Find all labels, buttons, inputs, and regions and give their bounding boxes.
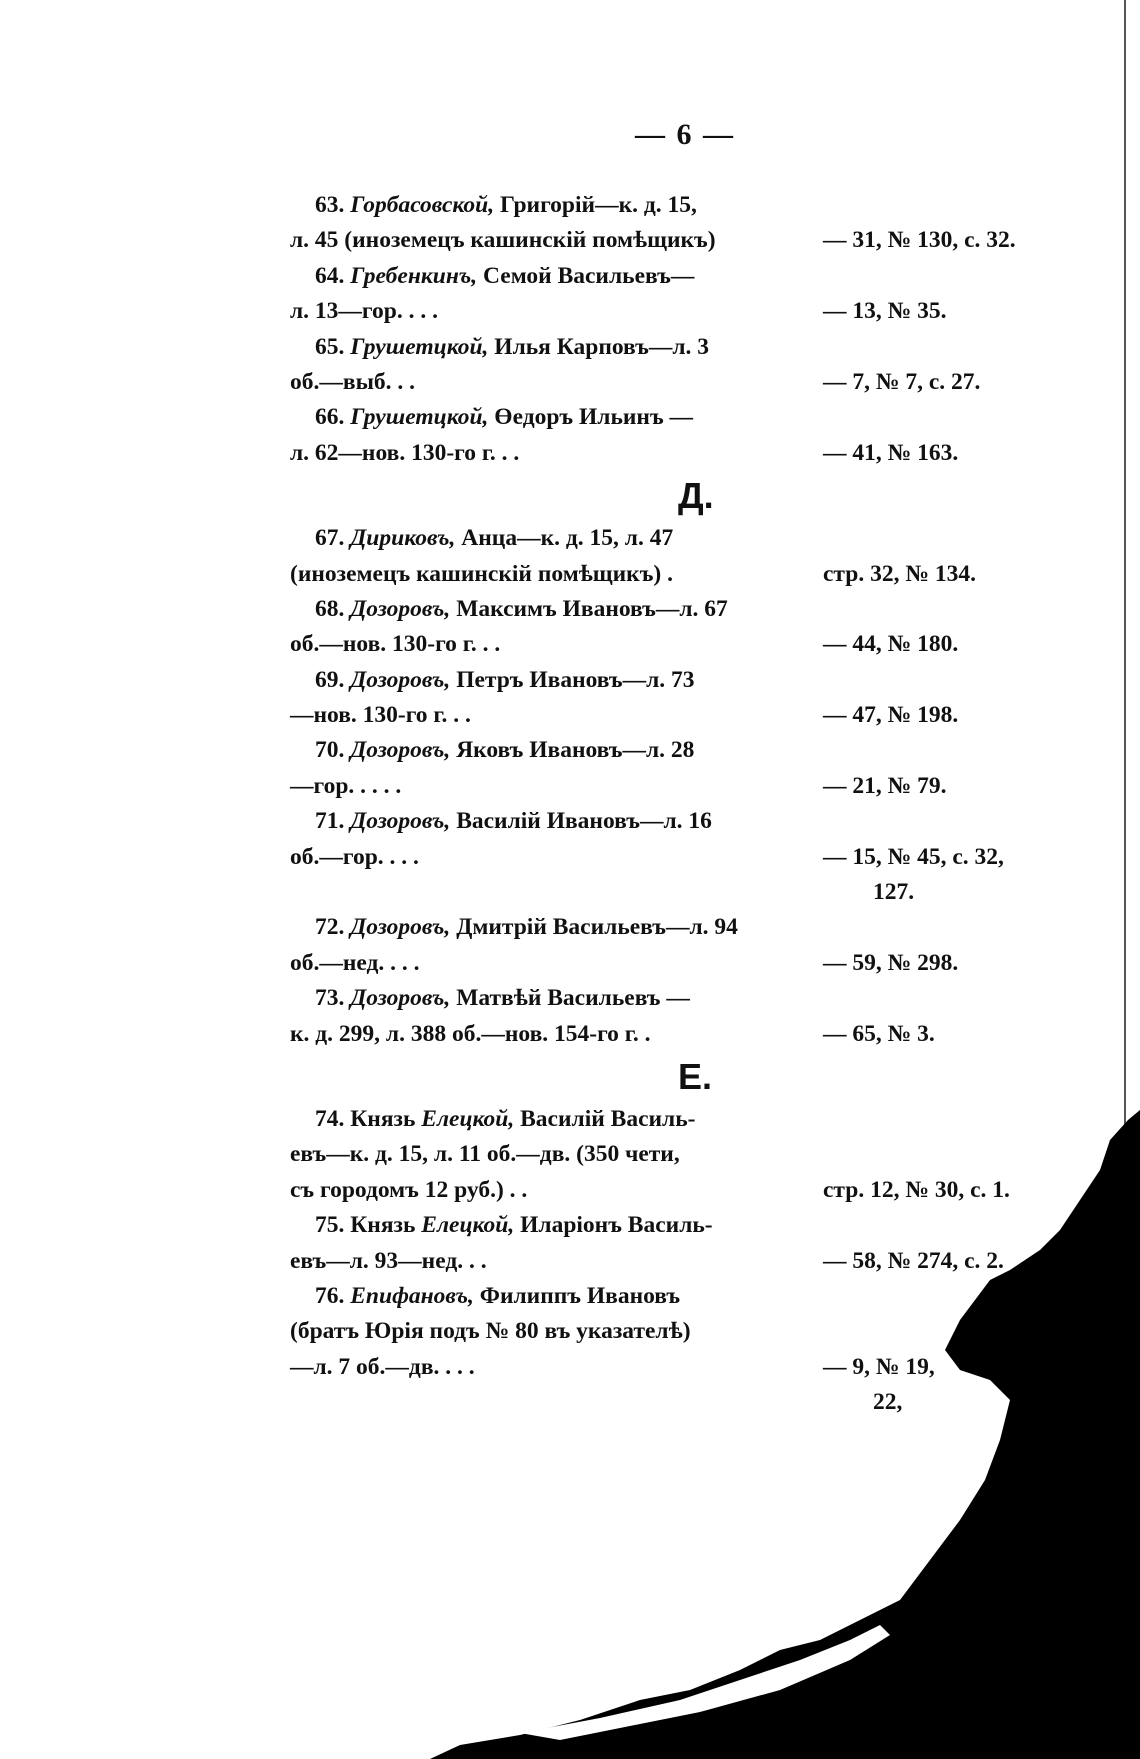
entry-text: Дмитрій Васильевъ—л. 94 bbox=[456, 914, 738, 941]
entry-text: (иноземецъ кашинскій помѣщикъ) . bbox=[290, 560, 673, 587]
entry-page-reference: — 15, № 45, с. 32, bbox=[823, 843, 1004, 870]
entry-page-reference: — 9, № 19, bbox=[823, 1353, 935, 1380]
entry-surname: Грушетцкой, bbox=[350, 333, 489, 360]
entry-text: Василій Ивановъ—л. 16 bbox=[456, 808, 712, 835]
entry-text: евъ—к. д. 15, л. 11 об.—дв. (350 чети, bbox=[290, 1141, 680, 1168]
entry-page-reference: — 7, № 7, с. 27. bbox=[823, 368, 981, 395]
entry-page-reference: — 31, № 130, с. 32. bbox=[823, 227, 1016, 254]
entry-surname: Дозоровъ, bbox=[350, 737, 451, 764]
entry-number: 64. bbox=[315, 262, 345, 289]
entry-text: съ городомъ 12 руб.) . . bbox=[290, 1176, 528, 1203]
entry-text: Анца—к. д. 15, л. 47 bbox=[461, 525, 674, 552]
entry-text: Петръ Ивановъ—л. 73 bbox=[456, 666, 695, 693]
entry-title-prefix: Князь bbox=[350, 1212, 416, 1239]
entry-page-reference: — 65, № 3. bbox=[823, 1020, 935, 1047]
entry-page-reference: 22, bbox=[873, 1389, 903, 1416]
entry-number: 65. bbox=[315, 333, 345, 360]
entry-text: Матвѣй Васильевъ — bbox=[456, 985, 690, 1012]
entry-text: Өедоръ Ильинъ — bbox=[494, 404, 694, 431]
entry-title-prefix: Князь bbox=[350, 1105, 416, 1132]
entry-page-reference: — 13, № 35. bbox=[823, 298, 947, 325]
entry-number: 73. bbox=[315, 985, 345, 1012]
entry-number: 68. bbox=[315, 595, 345, 622]
entry-page-reference: — 58, № 274, с. 2. bbox=[823, 1247, 1004, 1274]
entry-page-reference: — 41, № 163. bbox=[823, 439, 959, 466]
entry-surname: Дозоровъ, bbox=[350, 595, 451, 622]
entry-text: об.—нед. . . . bbox=[290, 949, 420, 976]
entry-surname: Дозоровъ, bbox=[350, 985, 451, 1012]
entry-text: об.—нов. 130-го г. . . bbox=[290, 631, 501, 658]
entry-text: Илья Карповъ—л. 3 bbox=[494, 333, 710, 360]
section-heading-d: Д. bbox=[678, 475, 714, 517]
entry-text: Яковъ Ивановъ—л. 28 bbox=[456, 737, 695, 764]
entry-text: Василій Василь- bbox=[520, 1105, 696, 1132]
entry-page-reference: стр. 32, № 134. bbox=[823, 560, 976, 587]
entry-text: л. 13—гор. . . . bbox=[290, 298, 438, 325]
entry-number: 63. bbox=[315, 192, 345, 218]
entry-text: Филиппъ Ивановъ bbox=[479, 1282, 681, 1309]
entry-text: (братъ Юрія подъ № 80 въ указателѣ) bbox=[290, 1318, 691, 1345]
entry-text: об.—выб. . . bbox=[290, 368, 416, 395]
entry-text: —гор. . . . . bbox=[290, 772, 402, 799]
entry-number: 66. bbox=[315, 404, 345, 431]
entry-surname: Дириковъ, bbox=[350, 525, 456, 552]
entry-surname: Дозоровъ, bbox=[350, 808, 451, 835]
entry-surname: Гребенкинъ, bbox=[350, 262, 478, 289]
entry-text: об.—гор. . . . bbox=[290, 843, 419, 870]
entry-text: к. д. 299, л. 388 об.—нов. 154-го г. . bbox=[290, 1020, 651, 1047]
entry-number: 76. bbox=[315, 1282, 345, 1309]
section-heading-e: Е. bbox=[678, 1055, 713, 1097]
entry-text: л. 45 (иноземецъ кашинскій помѣщикъ) bbox=[290, 227, 716, 254]
entry-text: Иларіонъ Василь- bbox=[520, 1212, 713, 1239]
entry-text: Григорій—к. д. 15, bbox=[500, 192, 697, 218]
entry-page-reference: — 44, № 180. bbox=[823, 631, 959, 658]
entry-surname: Грушетцкой, bbox=[350, 404, 489, 431]
entry-text: евъ—л. 93—нед. . . bbox=[290, 1247, 487, 1274]
entry-text: —нов. 130-го г. . . bbox=[290, 702, 471, 729]
entry-surname: Елецкой, bbox=[421, 1105, 515, 1132]
entry-text: Максимъ Ивановъ—л. 67 bbox=[456, 595, 728, 622]
entry-text: Семой Васильевъ— bbox=[483, 262, 695, 289]
entry-page-reference: — 47, № 198. bbox=[823, 702, 959, 729]
entry-surname: Елецкой, bbox=[421, 1212, 515, 1239]
entry-page-reference: — 21, № 79. bbox=[823, 772, 947, 799]
entry-number: 67. bbox=[315, 525, 345, 552]
entry-page-reference: — 59, № 298. bbox=[823, 949, 959, 976]
entry-surname: Епифановъ, bbox=[350, 1282, 474, 1309]
entry-number: 75. bbox=[315, 1212, 345, 1239]
entry-number: 70. bbox=[315, 737, 345, 764]
entry-number: 74. bbox=[315, 1105, 345, 1132]
entry-surname: Горбасовской, bbox=[350, 192, 495, 218]
entry-number: 71. bbox=[315, 808, 345, 835]
entry-surname: Дозоровъ, bbox=[350, 666, 451, 693]
entry-page-reference: 127. bbox=[873, 879, 915, 906]
entry-text: —л. 7 об.—дв. . . . bbox=[290, 1353, 475, 1380]
page-number: — 6 — bbox=[635, 118, 735, 151]
entry-text: л. 62—нов. 130-го г. . . bbox=[290, 439, 520, 466]
entry-surname: Дозоровъ, bbox=[350, 914, 451, 941]
entry-number: 72. bbox=[315, 914, 345, 941]
entry-number: 69. bbox=[315, 666, 345, 693]
entry-page-reference: стр. 12, № 30, с. 1. bbox=[823, 1176, 1010, 1203]
